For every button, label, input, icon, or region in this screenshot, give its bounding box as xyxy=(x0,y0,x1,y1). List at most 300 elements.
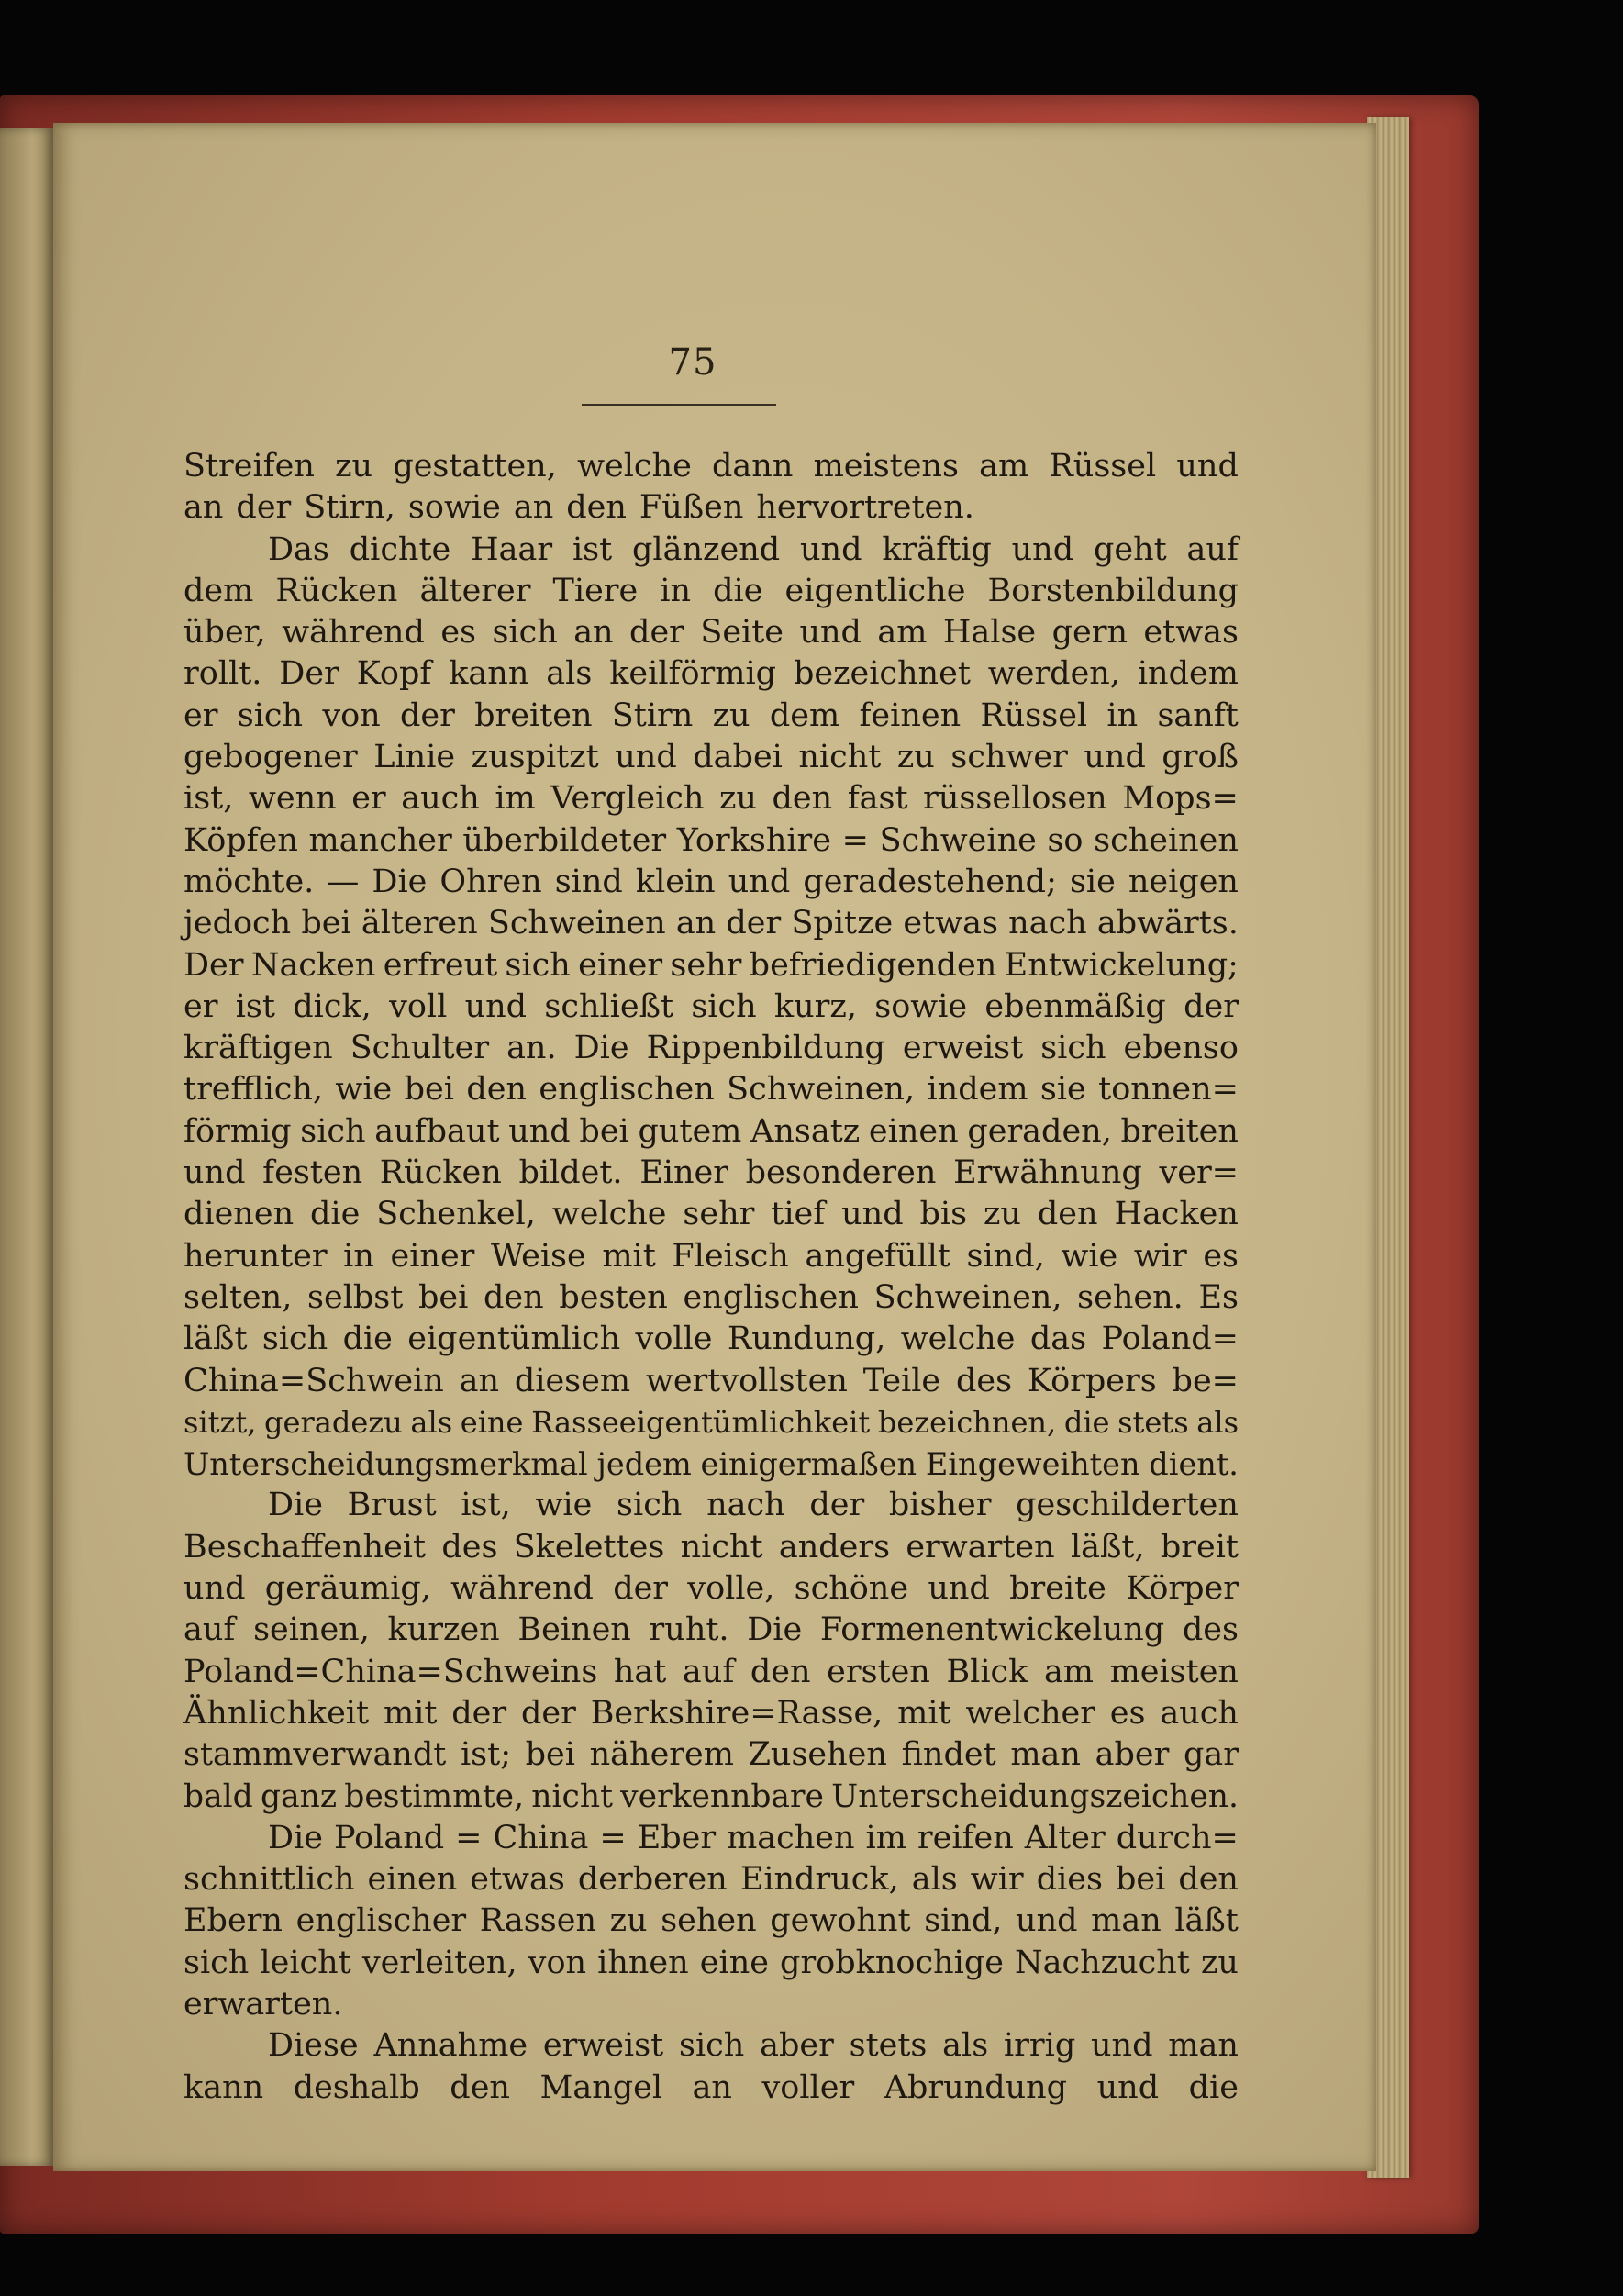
word: Zusehen xyxy=(748,1736,887,1774)
word: geräumig, xyxy=(264,1570,431,1608)
word: sich xyxy=(261,1321,328,1358)
word: sind, xyxy=(924,1902,1003,1940)
word: breiten xyxy=(1120,1112,1239,1150)
word: mit xyxy=(602,1237,656,1275)
word: den xyxy=(772,780,833,818)
word: China xyxy=(493,1819,589,1856)
word: zuspitzt xyxy=(471,739,599,776)
word: sich xyxy=(1040,1030,1106,1067)
word: der xyxy=(629,614,684,652)
word: der xyxy=(236,489,292,527)
word: englischen xyxy=(539,1071,715,1109)
word: eigentümlich xyxy=(407,1321,621,1358)
word: kräftigen xyxy=(183,1030,333,1067)
word: ist; xyxy=(460,1736,511,1774)
word: Rüssel xyxy=(1049,448,1157,485)
text-line xyxy=(183,737,1239,778)
word: Yorkshire xyxy=(676,821,831,859)
word: schwer xyxy=(950,739,1068,776)
word: Das xyxy=(268,530,329,568)
word: und xyxy=(1084,739,1146,776)
word: = xyxy=(599,1819,627,1856)
word: der xyxy=(726,905,782,942)
word: läßt xyxy=(1174,1902,1239,1940)
word: groß xyxy=(1162,739,1239,776)
word: förmig xyxy=(183,1112,292,1150)
word: klein xyxy=(635,863,716,900)
word: verleiten, xyxy=(361,1944,517,1981)
word: Blick xyxy=(946,1653,1028,1690)
word: seinen, xyxy=(253,1611,370,1649)
word: ist xyxy=(572,530,613,568)
word: im xyxy=(865,1819,906,1856)
word: Körpers xyxy=(1027,1362,1157,1399)
word: Der xyxy=(279,655,339,693)
word: dienen xyxy=(183,1196,295,1233)
word: und xyxy=(508,1112,571,1150)
word: Kopf xyxy=(356,655,432,693)
facing-page-edge xyxy=(0,128,53,2166)
word: erweist xyxy=(902,1030,1024,1067)
word: am xyxy=(1043,1653,1094,1690)
word: sehen. xyxy=(1077,1278,1184,1316)
word: er xyxy=(351,780,386,818)
word: Ansatz xyxy=(750,1112,861,1150)
word: erweist xyxy=(542,2027,664,2065)
page-number: 75 xyxy=(668,341,717,384)
word: einen xyxy=(868,1112,959,1150)
word: stammverwandt xyxy=(183,1736,447,1774)
word: bei xyxy=(301,905,351,942)
word: Linie xyxy=(373,739,456,776)
word: dann xyxy=(712,448,794,485)
word: älteren xyxy=(361,905,478,942)
word: Haar xyxy=(471,530,553,568)
word: wir xyxy=(970,1861,1024,1899)
word: geradezu xyxy=(264,1404,403,1440)
word: rüssellosen xyxy=(923,780,1107,818)
word: Diese xyxy=(268,2027,359,2065)
word: Ohren xyxy=(439,863,542,900)
word: nicht xyxy=(680,1528,763,1566)
word: nicht xyxy=(798,739,882,776)
word: an xyxy=(513,489,554,527)
word: und xyxy=(1016,1902,1078,1940)
word: die xyxy=(713,572,763,609)
word: derberen xyxy=(577,1861,728,1899)
word: grobknochige xyxy=(780,1944,1004,1981)
word: erfreut xyxy=(383,946,498,984)
word: sich xyxy=(237,697,304,734)
word: man xyxy=(1091,1902,1162,1940)
word: scheinen xyxy=(1094,821,1239,859)
word: Die xyxy=(747,1611,803,1649)
word: geraden, xyxy=(967,1112,1112,1150)
word: Weise xyxy=(491,1237,586,1275)
word: sich xyxy=(505,946,571,984)
word: an. xyxy=(506,1030,557,1067)
word: wir xyxy=(1133,1237,1187,1275)
word: Eingeweihten xyxy=(925,1446,1140,1483)
word: möchte. xyxy=(183,863,315,900)
word: sie xyxy=(1069,863,1116,900)
word: Hacken xyxy=(1114,1196,1239,1233)
word: Einer xyxy=(639,1154,728,1192)
word: Rüssel xyxy=(980,697,1088,734)
word: und xyxy=(1096,2068,1160,2106)
word: zu xyxy=(718,780,757,818)
word: Die xyxy=(268,1487,323,1524)
word: wertvollsten xyxy=(645,1362,848,1399)
word: Rücken xyxy=(379,1154,502,1192)
word: rollt. xyxy=(183,655,262,693)
word: als xyxy=(410,1404,453,1440)
word: volle xyxy=(635,1321,713,1358)
word: und xyxy=(1091,2027,1153,2065)
word: Füßen xyxy=(639,489,744,527)
word: mit xyxy=(383,1694,438,1732)
word: reifen xyxy=(917,1819,1014,1856)
word: älterer xyxy=(419,572,531,609)
word: der xyxy=(451,1694,507,1732)
word: sich xyxy=(183,1944,250,1981)
word: sowie xyxy=(874,987,968,1025)
word: breite xyxy=(1009,1570,1106,1608)
word: man xyxy=(1168,2027,1239,2065)
word: verkennbare xyxy=(620,1778,824,1815)
word: welche xyxy=(900,1321,1016,1358)
word: Unterscheidungsmerkmal xyxy=(183,1446,588,1483)
word: bei xyxy=(418,1278,469,1316)
word: überbildeter xyxy=(462,821,667,859)
word: an xyxy=(183,489,224,527)
word: Schenkel, xyxy=(376,1196,536,1233)
text-line xyxy=(183,1485,1239,1526)
word: Mops= xyxy=(1122,780,1239,818)
word: sowie xyxy=(407,489,501,527)
word: und xyxy=(183,1570,246,1608)
word: man xyxy=(1010,1736,1081,1774)
word: am xyxy=(979,448,1029,485)
word: kräftig xyxy=(882,530,992,568)
word: sitzt, xyxy=(183,1404,257,1440)
word: des xyxy=(441,1528,498,1566)
word: gar xyxy=(1183,1736,1239,1774)
text-line xyxy=(183,1402,1239,1443)
word: der xyxy=(613,1570,669,1608)
word: an xyxy=(692,2068,732,2106)
word: kann xyxy=(449,655,529,693)
word: China=Schwein xyxy=(183,1362,444,1399)
word: es xyxy=(1109,1694,1146,1732)
text-line xyxy=(183,1693,1239,1734)
word: meistens xyxy=(813,448,959,485)
word: Schweinen, xyxy=(727,1071,916,1109)
word: englischen xyxy=(683,1278,859,1316)
word: Spitze xyxy=(791,905,894,942)
body-text xyxy=(183,446,1239,2109)
word: der xyxy=(809,1487,865,1524)
word: läßt, xyxy=(1070,1528,1145,1566)
word: irrig xyxy=(1003,2027,1076,2065)
word: an xyxy=(573,614,614,652)
word: jedem xyxy=(596,1446,692,1483)
word: Beschaffenheit xyxy=(183,1528,427,1566)
word: den xyxy=(450,2068,510,2106)
word: den xyxy=(750,1653,811,1690)
word: durch= xyxy=(1116,1819,1239,1856)
word: stets xyxy=(849,2027,928,2065)
text-line xyxy=(183,1943,1239,1984)
text-line xyxy=(183,1527,1239,1568)
word: wenn xyxy=(248,780,337,818)
word: Brust xyxy=(347,1487,437,1524)
word: stets xyxy=(1117,1404,1189,1440)
word: bald xyxy=(183,1778,253,1815)
word: voller xyxy=(761,2068,855,2106)
word: den xyxy=(466,1071,528,1109)
word: mancher xyxy=(308,821,452,859)
text-line xyxy=(183,986,1239,1028)
word: sind xyxy=(554,863,623,900)
word: geschilderten xyxy=(1016,1487,1239,1524)
text-line xyxy=(183,696,1239,737)
text-line xyxy=(183,487,1239,529)
word: es xyxy=(1203,1237,1239,1275)
word: besten xyxy=(559,1278,668,1316)
word: während xyxy=(450,1570,594,1608)
word: in xyxy=(343,1237,374,1275)
word: Rundung, xyxy=(727,1321,886,1358)
word: von xyxy=(322,697,381,734)
word: — xyxy=(327,863,360,900)
word: und xyxy=(841,1196,904,1233)
word: einer xyxy=(578,946,663,984)
word: Skelettes xyxy=(513,1528,665,1566)
word: hat xyxy=(613,1653,667,1690)
word: zu xyxy=(712,697,750,734)
word: den xyxy=(566,489,627,527)
word: und xyxy=(615,739,677,776)
word: neigen xyxy=(1128,863,1239,900)
text-line xyxy=(183,1361,1239,1402)
word: breit xyxy=(1160,1528,1239,1566)
word: trefflich, xyxy=(183,1071,324,1109)
word: Nachzucht xyxy=(1015,1944,1190,1981)
word: aber xyxy=(760,2027,834,2065)
word: gebogener xyxy=(183,739,358,776)
word: Eindruck, xyxy=(739,1861,899,1899)
text-line xyxy=(183,1984,1239,2025)
text-line xyxy=(183,1734,1239,1776)
word: Schweine xyxy=(879,821,1037,859)
text-line xyxy=(183,446,1239,487)
word: Poland= xyxy=(1101,1321,1239,1358)
text-line xyxy=(183,529,1239,571)
word: Stirn, xyxy=(304,489,395,527)
word: Mangel xyxy=(539,2068,663,2106)
word: als xyxy=(1196,1404,1239,1440)
word: bei xyxy=(1115,1861,1166,1899)
word: kann xyxy=(183,2068,264,2106)
word: dick, xyxy=(293,987,372,1025)
word: etwas xyxy=(1143,614,1239,652)
text-line xyxy=(183,1028,1239,1069)
word: Alter xyxy=(1024,1819,1106,1856)
text-line xyxy=(183,1443,1239,1485)
word: Köpfen xyxy=(183,821,298,859)
word: ruht. xyxy=(649,1611,729,1649)
word: auch xyxy=(1160,1694,1239,1732)
word: bezeichnen, xyxy=(877,1404,1057,1440)
word: indem xyxy=(927,1071,1028,1109)
word: Halse xyxy=(942,614,1037,652)
word: den xyxy=(1178,1861,1239,1899)
word: etwas xyxy=(903,905,998,942)
text-line xyxy=(183,1153,1239,1194)
text-line xyxy=(183,1069,1239,1110)
word: bezeichnet xyxy=(793,655,971,693)
word: bei xyxy=(579,1112,629,1150)
word: Schweinen xyxy=(487,905,666,942)
word: anders xyxy=(778,1528,891,1566)
word: ersten xyxy=(827,1653,930,1690)
text-line xyxy=(183,1319,1239,1360)
word: Schulter xyxy=(350,1030,490,1067)
word: jedoch xyxy=(183,905,292,942)
text-line xyxy=(183,2025,1239,2067)
word: bei xyxy=(404,1071,454,1109)
word: welcher xyxy=(965,1694,1095,1732)
word: auch xyxy=(401,780,480,818)
word: Streifen xyxy=(183,448,315,485)
word: schnittlich xyxy=(183,1861,355,1899)
word: aufbaut xyxy=(374,1112,500,1150)
word: und xyxy=(928,1570,990,1608)
word: Körper xyxy=(1126,1570,1239,1608)
word: ist, xyxy=(461,1487,511,1524)
word: Poland xyxy=(333,1819,445,1856)
word: und xyxy=(1011,530,1074,568)
text-line xyxy=(183,903,1239,944)
word: Rippenbildung xyxy=(646,1030,885,1067)
word: des xyxy=(1182,1611,1239,1649)
word: ist, xyxy=(183,780,234,818)
word: Rasseeigentümlichkeit xyxy=(531,1404,871,1440)
word: Entwickelung; xyxy=(1004,946,1239,984)
word: werden, xyxy=(987,655,1120,693)
header-rule xyxy=(582,404,776,406)
text-line xyxy=(183,1859,1239,1900)
word: gewohnt xyxy=(770,1902,911,1940)
word: er xyxy=(183,987,218,1025)
text-line xyxy=(183,1652,1239,1693)
word: das xyxy=(1029,1321,1087,1358)
word: fast xyxy=(847,780,908,818)
word: Unterscheidungszeichen. xyxy=(831,1778,1239,1815)
word: besonderen xyxy=(745,1154,937,1192)
text-line xyxy=(183,862,1239,903)
text-line xyxy=(183,1568,1239,1610)
word: gestatten, xyxy=(393,448,557,485)
word: bildet. xyxy=(518,1154,623,1192)
word: die xyxy=(342,1321,393,1358)
text-line xyxy=(183,1610,1239,1651)
word: auf xyxy=(682,1653,735,1690)
word: sie xyxy=(1039,1071,1086,1109)
word: sind, xyxy=(966,1237,1045,1275)
word: zu xyxy=(896,739,935,776)
word: machen xyxy=(727,1819,855,1856)
word: wie xyxy=(535,1487,593,1524)
word: geht xyxy=(1093,530,1167,568)
word: der xyxy=(400,697,455,734)
word: festen xyxy=(262,1154,363,1192)
word: Formenentwickelung xyxy=(819,1611,1165,1649)
word: erwarten. xyxy=(183,1985,343,2023)
text-line xyxy=(183,612,1239,653)
text-line xyxy=(183,1236,1239,1277)
word: Die xyxy=(268,1819,323,1856)
word: sich xyxy=(617,1487,683,1524)
word: den xyxy=(484,1278,544,1316)
word: tief xyxy=(771,1196,826,1233)
word: Erwähnung xyxy=(953,1154,1142,1192)
word: befriedigenden xyxy=(749,946,997,984)
word: hervortreten. xyxy=(756,489,974,527)
word: und xyxy=(799,530,862,568)
word: schließt xyxy=(544,987,674,1025)
word: sanft xyxy=(1157,697,1239,734)
word: eine xyxy=(460,1404,524,1440)
word: bei xyxy=(525,1736,575,1774)
word: Vergleich xyxy=(550,780,705,818)
word: Ähnlichkeit xyxy=(183,1694,370,1732)
word: glänzend xyxy=(632,530,781,568)
word: der xyxy=(520,1694,576,1732)
word: dient. xyxy=(1149,1446,1239,1483)
word: wie xyxy=(335,1071,393,1109)
word: dies xyxy=(1036,1861,1103,1899)
word: Die xyxy=(372,863,428,900)
word: und xyxy=(1176,448,1239,485)
word: be= xyxy=(1172,1362,1239,1399)
word: einer xyxy=(390,1237,475,1275)
word: breiten xyxy=(474,697,593,734)
word: Rücken xyxy=(275,572,398,609)
word: sich xyxy=(492,614,558,652)
word: selten, xyxy=(183,1278,293,1316)
text-line xyxy=(183,1818,1239,1859)
word: geradestehend; xyxy=(803,863,1057,900)
word: eigentliche xyxy=(784,572,966,609)
text-line xyxy=(183,1277,1239,1319)
word: dichte xyxy=(349,530,451,568)
word: mit xyxy=(897,1694,951,1732)
word: und xyxy=(464,987,528,1025)
word: Beinen xyxy=(517,1611,631,1649)
word: deshalb xyxy=(293,2068,420,2106)
word: bisher xyxy=(888,1487,992,1524)
word: bis xyxy=(919,1196,968,1233)
word: zu xyxy=(1200,1944,1239,1981)
text-line xyxy=(183,820,1239,862)
word: Teile xyxy=(862,1362,941,1399)
word: ver= xyxy=(1159,1154,1239,1192)
text-line xyxy=(183,778,1239,819)
word: Der xyxy=(183,946,244,984)
word: kurz, xyxy=(773,987,857,1025)
